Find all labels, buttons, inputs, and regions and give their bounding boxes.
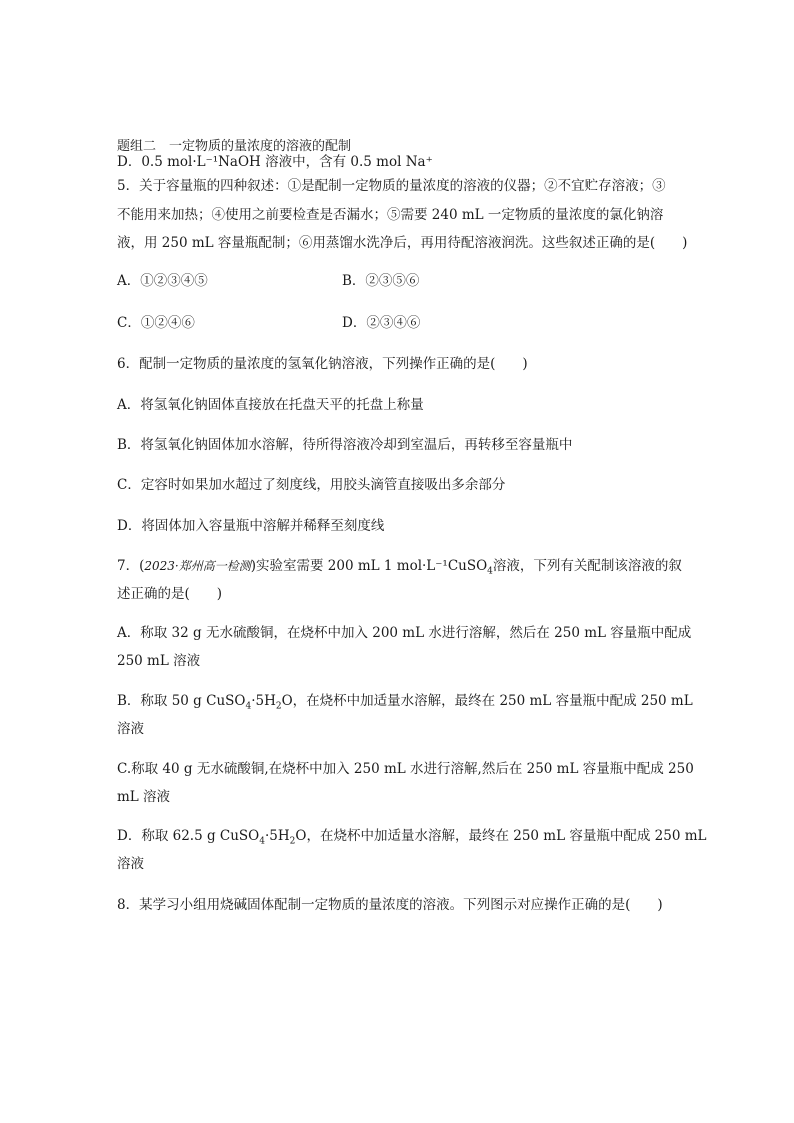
q7-stem-text-end: 溶液，下列有关配制该溶液的叙 (492, 558, 682, 574)
text: O，在烧杯中加适量水溶解，最终在 250 mL 容量瓶中配成 250 mL (295, 828, 707, 844)
q5-stem-line-2: 不能用来加热；④使用之前要检查是否漏水；⑤需要 240 mL 一定物质的量浓度的氯化钠溶 (117, 207, 664, 223)
q6-option-a: A．将氢氧化钠固体直接放在托盘天平的托盘上称量 (117, 397, 424, 413)
q6-option-d: D．将固体加入容量瓶中溶解并稀释至刻度线 (117, 518, 385, 534)
subscript: 4 (245, 701, 252, 712)
subscript: 4 (487, 566, 493, 577)
q5-option-b: B．②③⑤⑥ (342, 273, 420, 289)
text: ·5H (264, 828, 290, 844)
q6-option-b: B．将氢氧化钠固体加水溶解，待所得溶液冷却到室温后，再转移至容量瓶中 (117, 437, 573, 453)
q5-option-d: D．②③④⑥ (342, 315, 421, 331)
q5-stem-line-1: 5．关于容量瓶的四种叙述：①是配制一定物质的量浓度的溶液的仪器；②不宜贮存溶液；③ (117, 178, 666, 194)
q7-option-a-line-2: 250 mL 溶液 (117, 653, 201, 669)
q7-stem-line-1 (117, 557, 682, 575)
text: B．称取 50 g CuSO (117, 693, 246, 709)
subscript: 4 (259, 836, 265, 847)
q8-stem: 8．某学习小组用烧碱固体配制一定物质的量浓度的溶液。下列图示对应操作正确的是( ) (117, 897, 663, 913)
q4-option-d: D．0.5 mol·L⁻¹NaOH 溶液中，含有 0.5 mol Na⁺ (117, 154, 433, 170)
q7-option-d-line-1 (117, 827, 706, 845)
q5-option-a: A．①②③④⑤ (117, 273, 208, 289)
text: ·5H (251, 693, 276, 709)
section-title: 题组二 一定物质的量浓度的溶液的配制 (117, 139, 352, 154)
q7-number: 7．( (117, 558, 145, 574)
q7-option-b-line-1 (117, 692, 693, 710)
q7-option-a-line-1: A．称取 32 g 无水硫酸铜，在烧杯中加入 200 mL 水进行溶解，然后在 250 mL 容量瓶中配成 (117, 625, 692, 641)
q5-option-c: C．①②④⑥ (117, 315, 195, 331)
q6-option-c: C．定容时如果加水超过了刻度线，用胶头滴管直接吸出多余部分 (117, 477, 506, 493)
text: D．称取 62.5 g CuSO (117, 828, 260, 844)
q7-option-b-line-2: 溶液 (117, 721, 144, 737)
q7-option-c-line-2: mL 溶液 (117, 789, 171, 805)
q6-stem: 6．配制一定物质的量浓度的氢氧化钠溶液，下列操作正确的是( ) (117, 356, 528, 372)
text: O，在烧杯中加适量水溶解，最终在 250 mL 容量瓶中配成 250 mL (281, 693, 693, 709)
q7-stem-text: )实验室需要 200 mL 1 mol·L⁻¹CuSO (250, 558, 488, 574)
q7-option-d-line-2: 溶液 (117, 856, 144, 872)
q5-stem-line-3: 液，用 250 mL 容量瓶配制；⑥用蒸馏水洗净后，再用待配溶液润洗。这些叙述正确的是( ) (117, 235, 688, 251)
q7-source: 2023·郑州高一检测 (144, 559, 251, 573)
q7-stem-line-2: 述正确的是( ) (117, 586, 223, 602)
subscript: 2 (275, 701, 282, 712)
subscript: 2 (289, 836, 296, 847)
q7-option-c-line-1: C.称取 40 g 无水硫酸铜,在烧杯中加入 250 mL 水进行溶解,然后在 250 mL 容量瓶中配成 250 (117, 761, 694, 777)
